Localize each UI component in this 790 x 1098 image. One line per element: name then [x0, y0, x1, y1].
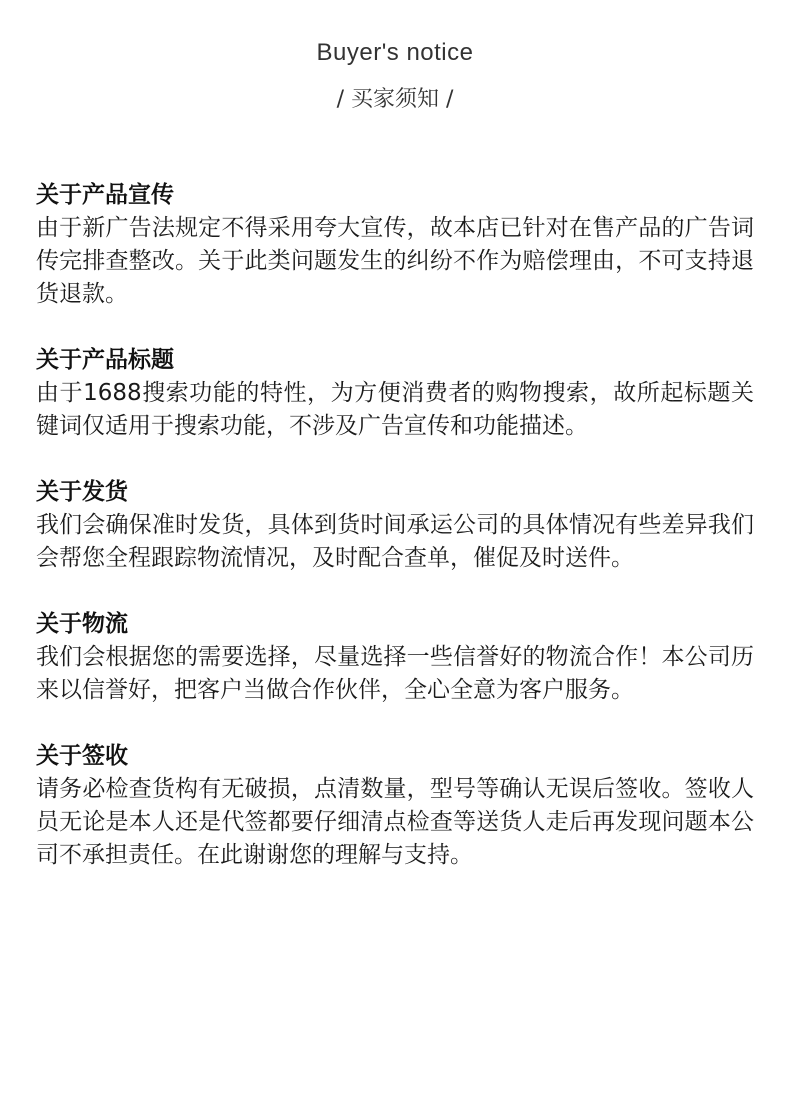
page-title-chinese: / 买家须知 /: [336, 87, 454, 112]
section-shipping: [36, 475, 754, 575]
section-product-title: [36, 343, 754, 443]
notice-sections: [36, 178, 754, 904]
notice-header: [0, 36, 790, 116]
section-heading: 关于发货: [36, 479, 128, 505]
section-body: 我们会确保准时发货，具体到货时间承运公司的具体情况有些差异我们会帮您全程跟踪物流情况，及时配合查单，催促及时送件。: [36, 512, 754, 571]
section-heading: 关于产品宣传: [36, 182, 174, 208]
section-body: 由于1688搜索功能的特性，为方便消费者的购物搜索，故所起标题关键词仅适用于搜索功能，不涉及广告宣传和功能描述。: [36, 380, 754, 439]
section-body: 我们会根据您的需要选择，尽量选择一些信誉好的物流合作！本公司历来以信誉好，把客户当做合作伙伴，全心全意为客户服务。: [36, 644, 754, 703]
section-heading: 关于签收: [36, 743, 128, 769]
section-heading: 关于物流: [36, 611, 128, 637]
section-body: 由于新广告法规定不得采用夸大宣传，故本店已针对在售产品的广告词传完排查整改。关于此类问题发生的纠纷不作为赔偿理由，不可支持退货退款。: [36, 215, 754, 307]
section-body: 请务必检查货构有无破损，点清数量，型号等确认无误后签收。签收人员无论是本人还是代签都要仔细清点检查等送货人走后再发现问题本公司不承担责任。在此谢谢您的理解与支持。: [36, 776, 754, 868]
section-logistics: [36, 607, 754, 707]
section-heading: 关于产品标题: [36, 347, 174, 373]
section-product-promotion: [36, 178, 754, 311]
page-title-english: Buyer's notice: [316, 39, 474, 66]
section-receipt: [36, 739, 754, 872]
